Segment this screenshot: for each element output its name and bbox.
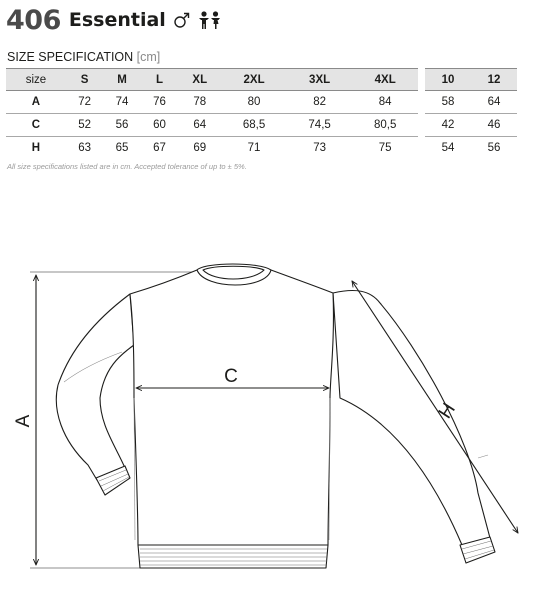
table-cell: 54	[441, 142, 455, 154]
model-number: 406	[6, 4, 61, 36]
table-cell: 74,5	[287, 114, 353, 137]
table-cell: 60	[141, 114, 178, 137]
header-4xl: 4XL	[352, 69, 418, 91]
table-cell: 67	[153, 142, 166, 154]
table-cell: 72	[66, 91, 103, 114]
table-cell: 68,5	[221, 114, 287, 137]
table-cell: 69	[193, 142, 207, 154]
measure-a-label: A	[13, 414, 34, 428]
header-3xl: 3XL	[287, 69, 353, 91]
header-10: 10	[425, 69, 471, 91]
table-cell: 58	[425, 91, 471, 114]
sweatshirt-outline	[56, 264, 495, 568]
table-cell: 84	[352, 91, 418, 114]
table-cell: 74	[103, 91, 140, 114]
size-spec-unit: [cm]	[136, 50, 161, 64]
table-cell: 73	[313, 142, 326, 154]
table-cell: 64	[178, 114, 221, 137]
table-cell: 80,5	[352, 114, 418, 137]
table-cell: 71	[247, 142, 261, 154]
header-2xl: 2XL	[221, 69, 287, 91]
row-label-a: A	[6, 91, 66, 114]
product-name: Essential	[68, 9, 166, 31]
table-cell: 80	[221, 91, 287, 114]
header-size: size	[6, 69, 66, 91]
table-cell: 46	[471, 114, 517, 137]
right-sleeve	[333, 290, 490, 545]
header-xl: XL	[178, 69, 221, 91]
table-cell: 82	[287, 91, 353, 114]
size-spec-title-text: SIZE SPECIFICATION	[7, 50, 134, 64]
tolerance-note: All size specifications listed are in cm. Accepted tolerance of up to ± 5%.	[7, 162, 247, 171]
waistband	[138, 545, 328, 568]
table-cell: 52	[66, 114, 103, 137]
table-cell: 65	[115, 142, 129, 154]
header-l: L	[141, 69, 178, 91]
row-label-h: H	[31, 142, 41, 154]
table-cell: 78	[178, 91, 221, 114]
row-label-c: C	[6, 114, 66, 137]
table-cell: 42	[425, 114, 471, 137]
measure-c-label: C	[224, 366, 238, 387]
header-s: S	[66, 69, 103, 91]
table-cell: 64	[471, 91, 517, 114]
table-cell: 56	[487, 142, 501, 154]
table-cell: 76	[141, 91, 178, 114]
header-12: 12	[471, 69, 517, 91]
header-m: M	[103, 69, 140, 91]
measure-h-label: H	[434, 399, 460, 423]
table-cell: 56	[103, 114, 140, 137]
table-cell: 63	[78, 142, 91, 154]
table-cell: 75	[378, 142, 392, 154]
sweatshirt-body	[130, 270, 333, 545]
left-sleeve	[56, 294, 134, 480]
